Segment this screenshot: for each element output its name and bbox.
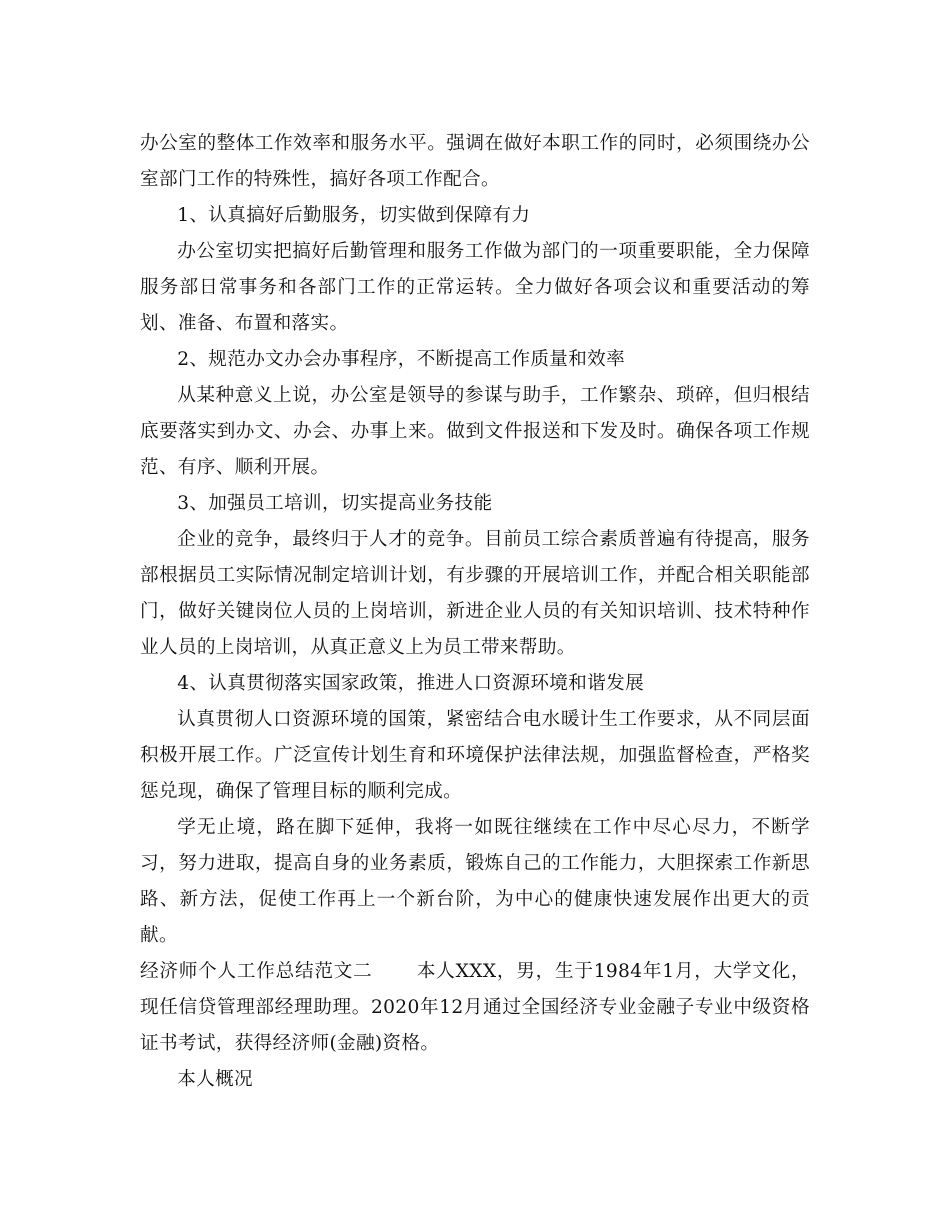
paragraph-section-3: 企业的竞争，最终归于人才的竞争。目前员工综合素质普遍有待提高，服务部根据员工实际情况制定培训计划，有步骤的开展培训工作，并配合相关职能部门，做好关键岗位人员的上岗培训，新进企业人员的有关知识培训、技术特种作业人员的上岗培训，从真正意义上为员工带来帮助。 <box>140 529 810 658</box>
paragraph-section-2: 从某种意义上说，办公室是领导的参谋与助手，工作繁杂、琐碎，但归根结底要落实到办文、办会、办事上来。做到文件报送和下发及时。确保各项工作规范、有序、顺利开展。 <box>140 385 810 478</box>
section-heading-2: 2、规范办文办会办事程序，不断提高工作质量和效率 <box>177 349 626 370</box>
second-article-title: 经济师个人工作总结范文二 <box>140 961 373 982</box>
section-heading-profile: 本人概况 <box>177 1069 253 1090</box>
document-body <box>140 126 810 1098</box>
paragraph-section-4: 认真贯彻人口资源环境的国策，紧密结合电水暖计生工作要求，从不同层面积极开展工作。广泛宣传计划生育和环境保护法律法规，加强监督检查，严格奖惩兑现，确保了管理目标的顺利完成。 <box>140 709 810 802</box>
paragraph-second-article <box>140 954 810 1062</box>
paragraph-section-1: 办公室切实把搞好后勤管理和服务工作做为部门的一项重要职能，全力保障服务部日常事务和各部门工作的正常运转。全力做好各项会议和重要活动的筹划、准备、布置和落实。 <box>140 241 810 334</box>
paragraph-intro-continuation: 办公室的整体工作效率和服务水平。强调在做好本职工作的同时，必须围绕办公室部门工作的特殊性，搞好各项工作配合。 <box>140 133 810 190</box>
section-heading-3: 3、加强员工培训，切实提高业务技能 <box>177 493 493 514</box>
second-article-body: 本人XXX，男，生于1984年1月，大学文化，现任信贷管理部经理助理。2020年12月通过全国经济专业金融子专业中级资格证书考试，获得经济师(金融)资格。 <box>140 961 810 1054</box>
paragraph-closing: 学无止境，路在脚下延伸，我将一如既往继续在工作中尽心尽力，不断学习，努力进取，提高自身的业务素质，锻炼自己的工作能力，大胆探索工作新思路、新方法，促使工作再上一个新台阶，为中心的健康快速发展作出更大的贡献。 <box>140 817 810 946</box>
section-heading-4: 4、认真贯彻落实国家政策，推进人口资源环境和谐发展 <box>177 673 645 694</box>
section-heading-1: 1、认真搞好后勤服务，切实做到保障有力 <box>177 205 531 226</box>
